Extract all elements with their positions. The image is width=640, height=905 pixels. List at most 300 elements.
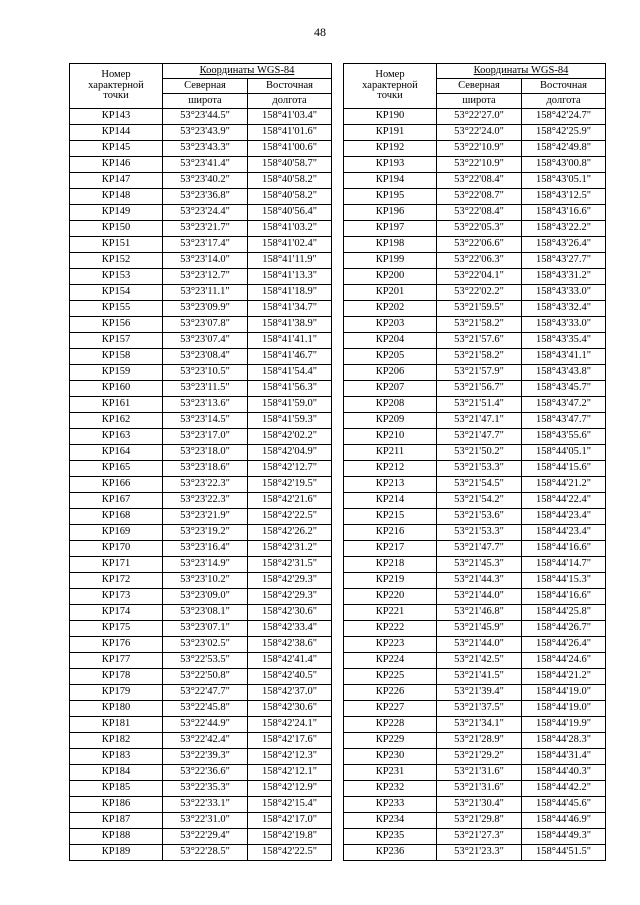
cell-latitude: 53°21'47.1" [437,413,522,429]
cell-point-number: КР146 [70,157,163,173]
cell-longitude: 158°44'15.6" [522,461,606,477]
cell-latitude: 53°22'10.9" [437,157,522,173]
cell-point-number: КР145 [70,141,163,157]
cell-longitude: 158°41'38.9" [248,317,332,333]
cell-longitude: 158°43'45.7" [522,381,606,397]
table-row [344,173,606,189]
table-row [344,813,606,829]
cell-point-number: КР226 [344,685,437,701]
table-row [344,317,606,333]
cell-point-number: КР178 [70,669,163,685]
cell-point-number: КР172 [70,573,163,589]
table-row [344,157,606,173]
cell-point-number: КР205 [344,349,437,365]
cell-point-number: КР175 [70,621,163,637]
cell-longitude: 158°42'17.6" [248,733,332,749]
cell-latitude: 53°21'45.9" [437,621,522,637]
cell-longitude: 158°42'21.6" [248,493,332,509]
cell-point-number: КР203 [344,317,437,333]
cell-latitude: 53°21'59.5" [437,301,522,317]
cell-latitude: 53°23'18.0" [163,445,248,461]
cell-latitude: 53°22'06.6" [437,237,522,253]
cell-point-number: КР228 [344,717,437,733]
table-row [344,141,606,157]
table-row [70,717,332,733]
cell-point-number: КР155 [70,301,163,317]
cell-point-number: КР220 [344,589,437,605]
cell-latitude: 53°21'42.5" [437,653,522,669]
table-row [344,621,606,637]
cell-latitude: 53°21'29.2" [437,749,522,765]
cell-point-number: КР168 [70,509,163,525]
cell-longitude: 158°43'22.2" [522,221,606,237]
table-row [344,237,606,253]
cell-point-number: КР179 [70,685,163,701]
table-row [70,573,332,589]
cell-longitude: 158°44'25.8" [522,605,606,621]
cell-latitude: 53°23'17.4" [163,237,248,253]
cell-latitude: 53°21'29.8" [437,813,522,829]
header-point-number-line2: характерной [362,79,418,91]
cell-longitude: 158°42'30.6" [248,701,332,717]
cell-longitude: 158°41'02.4" [248,237,332,253]
cell-latitude: 53°23'18.6" [163,461,248,477]
cell-latitude: 53°23'09.0" [163,589,248,605]
cell-point-number: КР163 [70,429,163,445]
cell-latitude: 53°22'06.3" [437,253,522,269]
cell-latitude: 53°23'07.1" [163,621,248,637]
cell-latitude: 53°22'05.3" [437,221,522,237]
cell-longitude: 158°41'11.9" [248,253,332,269]
header-latitude-line1: Северная [437,79,522,94]
cell-longitude: 158°42'19.8" [248,829,332,845]
cell-point-number: КР162 [70,413,163,429]
table-row [344,253,606,269]
cell-latitude: 53°21'39.4" [437,685,522,701]
cell-latitude: 53°22'53.5" [163,653,248,669]
cell-point-number: КР171 [70,557,163,573]
cell-latitude: 53°21'47.7" [437,429,522,445]
cell-latitude: 53°21'37.5" [437,701,522,717]
cell-longitude: 158°41'59.3" [248,413,332,429]
cell-longitude: 158°43'00.8" [522,157,606,173]
table-row [344,205,606,221]
table-row [344,397,606,413]
cell-latitude: 53°23'21.9" [163,509,248,525]
cell-point-number: КР225 [344,669,437,685]
table-row [70,701,332,717]
table-row [344,573,606,589]
cell-latitude: 53°22'08.4" [437,173,522,189]
cell-latitude: 53°22'08.4" [437,205,522,221]
cell-point-number: КР186 [70,797,163,813]
cell-latitude: 53°21'51.4" [437,397,522,413]
cell-point-number: КР173 [70,589,163,605]
cell-longitude: 158°41'18.9" [248,285,332,301]
cell-longitude: 158°40'58.2" [248,173,332,189]
cell-longitude: 158°40'58.2" [248,189,332,205]
cell-longitude: 158°41'54.4" [248,365,332,381]
table-row [70,413,332,429]
cell-latitude: 53°21'47.7" [437,541,522,557]
cell-latitude: 53°22'35.3" [163,781,248,797]
cell-longitude: 158°41'03.4" [248,109,332,125]
cell-longitude: 158°44'23.4" [522,509,606,525]
table-row [70,157,332,173]
table-row [70,813,332,829]
table-row [344,189,606,205]
cell-latitude: 53°22'04.1" [437,269,522,285]
cell-point-number: КР233 [344,797,437,813]
cell-longitude: 158°41'13.3" [248,269,332,285]
cell-latitude: 53°22'27.0" [437,109,522,125]
cell-longitude: 158°42'22.5" [248,845,332,861]
cell-point-number: КР193 [344,157,437,173]
cell-point-number: КР224 [344,653,437,669]
cell-longitude: 158°41'34.7" [248,301,332,317]
cell-longitude: 158°44'16.6" [522,589,606,605]
table-row [70,205,332,221]
cell-longitude: 158°44'16.6" [522,541,606,557]
cell-longitude: 158°42'31.2" [248,541,332,557]
cell-longitude: 158°44'22.4" [522,493,606,509]
cell-latitude: 53°21'57.9" [437,365,522,381]
cell-longitude: 158°44'28.3" [522,733,606,749]
cell-point-number: КР212 [344,461,437,477]
cell-longitude: 158°44'26.4" [522,637,606,653]
cell-longitude: 158°43'05.1" [522,173,606,189]
cell-longitude: 158°42'38.6" [248,637,332,653]
table-row [344,301,606,317]
table-row [344,381,606,397]
table-row [70,541,332,557]
table-row [70,749,332,765]
table-row [70,173,332,189]
table-row [344,429,606,445]
cell-latitude: 53°23'43.9" [163,125,248,141]
cell-latitude: 53°22'08.7" [437,189,522,205]
cell-point-number: КР195 [344,189,437,205]
cell-point-number: КР200 [344,269,437,285]
table-row [344,605,606,621]
cell-latitude: 53°21'53.3" [437,525,522,541]
table-row [344,365,606,381]
header-coordinates-group-label: Координаты WGS-84 [473,64,569,76]
table-row [344,477,606,493]
table-row [70,253,332,269]
table-row [70,125,332,141]
table-row [344,685,606,701]
table-row [344,845,606,861]
cell-longitude: 158°42'33.4" [248,621,332,637]
cell-point-number: КР177 [70,653,163,669]
cell-latitude: 53°23'09.9" [163,301,248,317]
cell-longitude: 158°43'27.7" [522,253,606,269]
cell-point-number: КР204 [344,333,437,349]
cell-longitude: 158°44'14.7" [522,557,606,573]
cell-longitude: 158°44'42.2" [522,781,606,797]
cell-longitude: 158°42'02.2" [248,429,332,445]
cell-latitude: 53°23'17.0" [163,429,248,445]
header-longitude-line1: Восточная [248,79,332,94]
cell-latitude: 53°23'19.2" [163,525,248,541]
cell-longitude: 158°42'26.2" [248,525,332,541]
cell-longitude: 158°41'41.1" [248,333,332,349]
table-row [70,669,332,685]
cell-longitude: 158°42'25.9" [522,125,606,141]
cell-point-number: КР192 [344,141,437,157]
cell-point-number: КР188 [70,829,163,845]
cell-latitude: 53°22'33.1" [163,797,248,813]
table-row [344,541,606,557]
cell-longitude: 158°41'56.3" [248,381,332,397]
header-longitude-line1: Восточная [522,79,606,94]
cell-latitude: 53°22'29.4" [163,829,248,845]
cell-longitude: 158°42'22.5" [248,509,332,525]
cell-point-number: КР165 [70,461,163,477]
cell-longitude: 158°44'19.0" [522,701,606,717]
cell-longitude: 158°44'45.6" [522,797,606,813]
table-row [70,637,332,653]
cell-longitude: 158°40'56.4" [248,205,332,221]
cell-latitude: 53°23'41.4" [163,157,248,173]
table-row [70,797,332,813]
cell-point-number: КР148 [70,189,163,205]
cell-point-number: КР156 [70,317,163,333]
cell-point-number: КР221 [344,605,437,621]
cell-longitude: 158°43'47.7" [522,413,606,429]
cell-point-number: КР183 [70,749,163,765]
cell-longitude: 158°44'05.1" [522,445,606,461]
cell-latitude: 53°23'11.1" [163,285,248,301]
table-row [344,109,606,125]
header-latitude-line2: широта [163,94,248,109]
cell-point-number: КР166 [70,477,163,493]
cell-latitude: 53°21'23.3" [437,845,522,861]
cell-longitude: 158°44'19.9" [522,717,606,733]
cell-latitude: 53°21'50.2" [437,445,522,461]
cell-longitude: 158°44'15.3" [522,573,606,589]
cell-point-number: КР232 [344,781,437,797]
cell-latitude: 53°21'53.3" [437,461,522,477]
cell-latitude: 53°23'14.0" [163,253,248,269]
cell-point-number: КР167 [70,493,163,509]
cell-longitude: 158°42'12.9" [248,781,332,797]
cell-longitude: 158°42'37.0" [248,685,332,701]
cell-latitude: 53°23'44.5" [163,109,248,125]
cell-latitude: 53°23'02.5" [163,637,248,653]
cell-latitude: 53°23'14.9" [163,557,248,573]
cell-latitude: 53°23'16.4" [163,541,248,557]
cell-latitude: 53°21'53.6" [437,509,522,525]
table-row [70,333,332,349]
table-row [70,733,332,749]
cell-latitude: 53°21'44.3" [437,573,522,589]
table-row [70,589,332,605]
table-row [70,781,332,797]
cell-longitude: 158°44'26.7" [522,621,606,637]
cell-point-number: КР230 [344,749,437,765]
cell-latitude: 53°22'02.2" [437,285,522,301]
cell-longitude: 158°42'12.7" [248,461,332,477]
cell-latitude: 53°23'22.3" [163,493,248,509]
cell-longitude: 158°43'43.8" [522,365,606,381]
cell-point-number: КР222 [344,621,437,637]
cell-longitude: 158°43'16.6" [522,205,606,221]
page-number: 48 [314,25,326,39]
cell-longitude: 158°42'17.0" [248,813,332,829]
cell-point-number: КР231 [344,765,437,781]
cell-latitude: 53°21'56.7" [437,381,522,397]
cell-point-number: КР152 [70,253,163,269]
cell-latitude: 53°22'39.3" [163,749,248,765]
cell-latitude: 53°23'21.7" [163,221,248,237]
cell-longitude: 158°42'04.9" [248,445,332,461]
cell-point-number: КР213 [344,477,437,493]
cell-point-number: КР185 [70,781,163,797]
table-row [70,365,332,381]
cell-longitude: 158°43'31.2" [522,269,606,285]
header-coordinates-group [437,64,606,79]
cell-point-number: КР151 [70,237,163,253]
table-row [344,749,606,765]
cell-point-number: КР216 [344,525,437,541]
cell-point-number: КР176 [70,637,163,653]
cell-latitude: 53°23'24.4" [163,205,248,221]
table-row [344,509,606,525]
table-row [344,221,606,237]
cell-latitude: 53°23'12.7" [163,269,248,285]
table-row [70,621,332,637]
cell-point-number: КР219 [344,573,437,589]
cell-point-number: КР215 [344,509,437,525]
cell-point-number: КР153 [70,269,163,285]
cell-longitude: 158°44'21.2" [522,669,606,685]
cell-longitude: 158°42'30.6" [248,605,332,621]
cell-longitude: 158°42'29.3" [248,589,332,605]
table-row [344,701,606,717]
cell-latitude: 53°23'11.5" [163,381,248,397]
cell-latitude: 53°23'08.1" [163,605,248,621]
table-row [70,493,332,509]
table-body-left [70,109,332,861]
cell-point-number: КР161 [70,397,163,413]
cell-point-number: КР218 [344,557,437,573]
table-row [70,765,332,781]
table-row [344,557,606,573]
cell-latitude: 53°23'07.8" [163,317,248,333]
table-row [70,301,332,317]
table-row [70,141,332,157]
cell-latitude: 53°21'57.6" [437,333,522,349]
cell-point-number: КР143 [70,109,163,125]
cell-longitude: 158°41'03.2" [248,221,332,237]
header-point-number-line2: характерной [88,79,144,91]
table-row [344,637,606,653]
cell-longitude: 158°42'24.7" [522,109,606,125]
cell-latitude: 53°23'14.5" [163,413,248,429]
cell-latitude: 53°23'07.4" [163,333,248,349]
header-point-number-line3: точки [377,90,403,102]
cell-longitude: 158°42'29.3" [248,573,332,589]
cell-longitude: 158°42'24.1" [248,717,332,733]
cell-point-number: КР184 [70,765,163,781]
cell-point-number: КР187 [70,813,163,829]
cell-longitude: 158°43'35.4" [522,333,606,349]
cell-latitude: 53°21'28.9" [437,733,522,749]
cell-point-number: КР181 [70,717,163,733]
table-row [70,285,332,301]
cell-latitude: 53°21'46.8" [437,605,522,621]
table-row [70,221,332,237]
table-row [344,829,606,845]
cell-longitude: 158°44'46.9" [522,813,606,829]
cell-latitude: 53°23'08.4" [163,349,248,365]
cell-point-number: КР169 [70,525,163,541]
cell-longitude: 158°44'51.5" [522,845,606,861]
cell-point-number: КР206 [344,365,437,381]
cell-longitude: 158°43'32.4" [522,301,606,317]
cell-point-number: КР191 [344,125,437,141]
cell-point-number: КР229 [344,733,437,749]
cell-point-number: КР202 [344,301,437,317]
cell-point-number: КР170 [70,541,163,557]
cell-longitude: 158°44'23.4" [522,525,606,541]
header-coordinates-group [163,64,332,79]
table-row [344,765,606,781]
cell-latitude: 53°22'45.8" [163,701,248,717]
cell-point-number: КР154 [70,285,163,301]
cell-point-number: КР210 [344,429,437,445]
table-row [70,509,332,525]
table-row [344,525,606,541]
table-row [70,653,332,669]
cell-latitude: 53°22'47.7" [163,685,248,701]
cell-longitude: 158°41'46.7" [248,349,332,365]
cell-point-number: КР196 [344,205,437,221]
cell-point-number: КР234 [344,813,437,829]
table-row [70,349,332,365]
table-row [70,685,332,701]
table-row [70,381,332,397]
coordinates-table-left [69,63,332,861]
cell-latitude: 53°21'41.5" [437,669,522,685]
cell-longitude: 158°40'58.7" [248,157,332,173]
cell-latitude: 53°21'45.3" [437,557,522,573]
cell-longitude: 158°42'15.4" [248,797,332,813]
cell-latitude: 53°22'10.9" [437,141,522,157]
table-row [70,109,332,125]
table-row [344,445,606,461]
table-row [70,429,332,445]
cell-point-number: КР160 [70,381,163,397]
cell-latitude: 53°21'31.6" [437,765,522,781]
cell-latitude: 53°22'28.5" [163,845,248,861]
table-row [344,589,606,605]
cell-longitude: 158°44'49.3" [522,829,606,845]
cell-point-number: КР198 [344,237,437,253]
cell-longitude: 158°42'41.4" [248,653,332,669]
cell-latitude: 53°22'36.6" [163,765,248,781]
table-row [70,445,332,461]
cell-longitude: 158°43'12.5" [522,189,606,205]
cell-point-number: КР236 [344,845,437,861]
cell-longitude: 158°44'19.0" [522,685,606,701]
cell-longitude: 158°42'40.5" [248,669,332,685]
cell-latitude: 53°21'54.5" [437,477,522,493]
cell-longitude: 158°41'00.6" [248,141,332,157]
header-longitude-line2: долгота [522,94,606,109]
